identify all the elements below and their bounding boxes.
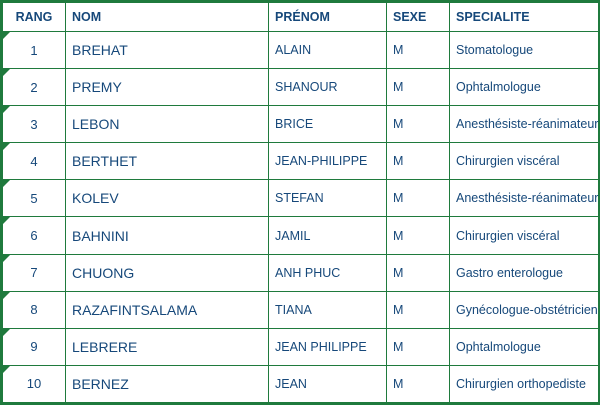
column-header-nom: NOM bbox=[66, 3, 269, 32]
cell-specialite: Chirurgien viscéral bbox=[450, 217, 600, 254]
cell-nom: BERTHET bbox=[66, 143, 269, 180]
cell-rang bbox=[3, 365, 66, 402]
cell-rang-text: 4 bbox=[30, 153, 38, 169]
row-marker-icon bbox=[3, 106, 10, 113]
cell-prenom: ALAIN bbox=[269, 32, 387, 69]
cell-rang-text: 10 bbox=[26, 376, 42, 392]
cell-nom: PREMY bbox=[66, 69, 269, 106]
cell-rang bbox=[3, 143, 66, 180]
row-marker-icon bbox=[3, 69, 10, 76]
cell-prenom: BRICE bbox=[269, 106, 387, 143]
cell-rang-text: 5 bbox=[30, 190, 38, 206]
cell-nom: LEBRERE bbox=[66, 328, 269, 365]
cell-specialite: Chirurgien orthopediste bbox=[450, 365, 600, 402]
row-marker-icon bbox=[3, 366, 10, 373]
cell-specialite: Anesthésiste-réanimateur bbox=[450, 180, 600, 217]
table-row bbox=[3, 365, 600, 402]
table-row bbox=[3, 69, 600, 106]
cell-prenom: JEAN bbox=[269, 365, 387, 402]
table-body bbox=[3, 32, 600, 403]
table-row bbox=[3, 328, 600, 365]
cell-specialite: Ophtalmologue bbox=[450, 69, 600, 106]
cell-sexe: M bbox=[387, 143, 450, 180]
cell-specialite: Chirurgien viscéral bbox=[450, 143, 600, 180]
cell-sexe: M bbox=[387, 180, 450, 217]
row-marker-icon bbox=[3, 180, 10, 187]
cell-rang bbox=[3, 180, 66, 217]
row-marker-icon bbox=[3, 329, 10, 336]
cell-rang bbox=[3, 106, 66, 143]
cell-rang-text: 1 bbox=[30, 42, 38, 58]
cell-rang-text: 8 bbox=[30, 302, 38, 318]
column-header-rang: RANG bbox=[3, 3, 66, 32]
cell-specialite: Gynécologue-obstétricien bbox=[450, 291, 600, 328]
table-header-row bbox=[3, 3, 600, 32]
table-row bbox=[3, 32, 600, 69]
cell-rang bbox=[3, 254, 66, 291]
cell-sexe: M bbox=[387, 328, 450, 365]
cell-rang-text: 7 bbox=[30, 265, 38, 281]
cell-prenom: JAMIL bbox=[269, 217, 387, 254]
column-header-prenom: PRÉNOM bbox=[269, 3, 387, 32]
cell-specialite: Anesthésiste-réanimateur bbox=[450, 106, 600, 143]
cell-rang-text: 9 bbox=[30, 339, 38, 355]
ranking-table bbox=[2, 2, 600, 403]
table-row bbox=[3, 254, 600, 291]
table-row bbox=[3, 217, 600, 254]
row-marker-icon bbox=[3, 292, 10, 299]
cell-rang bbox=[3, 32, 66, 69]
cell-nom: LEBON bbox=[66, 106, 269, 143]
cell-prenom: SHANOUR bbox=[269, 69, 387, 106]
cell-prenom: TIANA bbox=[269, 291, 387, 328]
cell-nom: BAHNINI bbox=[66, 217, 269, 254]
cell-rang bbox=[3, 328, 66, 365]
column-header-sexe: SEXE bbox=[387, 3, 450, 32]
row-marker-icon bbox=[3, 143, 10, 150]
cell-prenom: STEFAN bbox=[269, 180, 387, 217]
cell-prenom: JEAN-PHILIPPE bbox=[269, 143, 387, 180]
table-row bbox=[3, 106, 600, 143]
column-header-specialite: SPECIALITE bbox=[450, 3, 600, 32]
cell-sexe: M bbox=[387, 32, 450, 69]
cell-sexe: M bbox=[387, 291, 450, 328]
table-row bbox=[3, 143, 600, 180]
cell-nom: KOLEV bbox=[66, 180, 269, 217]
row-marker-icon bbox=[3, 32, 10, 39]
cell-specialite: Gastro enterologue bbox=[450, 254, 600, 291]
row-marker-icon bbox=[3, 217, 10, 224]
cell-rang bbox=[3, 217, 66, 254]
table-row bbox=[3, 291, 600, 328]
cell-specialite: Ophtalmologue bbox=[450, 328, 600, 365]
cell-sexe: M bbox=[387, 106, 450, 143]
cell-nom: BERNEZ bbox=[66, 365, 269, 402]
row-marker-icon bbox=[3, 255, 10, 262]
cell-sexe: M bbox=[387, 254, 450, 291]
cell-sexe: M bbox=[387, 365, 450, 402]
table-row bbox=[3, 180, 600, 217]
cell-prenom: JEAN PHILIPPE bbox=[269, 328, 387, 365]
table-header bbox=[3, 3, 600, 32]
cell-sexe: M bbox=[387, 217, 450, 254]
cell-rang bbox=[3, 69, 66, 106]
cell-nom: BREHAT bbox=[66, 32, 269, 69]
cell-prenom: ANH PHUC bbox=[269, 254, 387, 291]
cell-nom: CHUONG bbox=[66, 254, 269, 291]
cell-rang bbox=[3, 291, 66, 328]
cell-rang-text: 6 bbox=[30, 228, 38, 244]
cell-rang-text: 3 bbox=[30, 116, 38, 132]
cell-rang-text: 2 bbox=[30, 79, 38, 95]
cell-nom: RAZAFINTSALAMA bbox=[66, 291, 269, 328]
cell-specialite: Stomatologue bbox=[450, 32, 600, 69]
cell-sexe: M bbox=[387, 69, 450, 106]
